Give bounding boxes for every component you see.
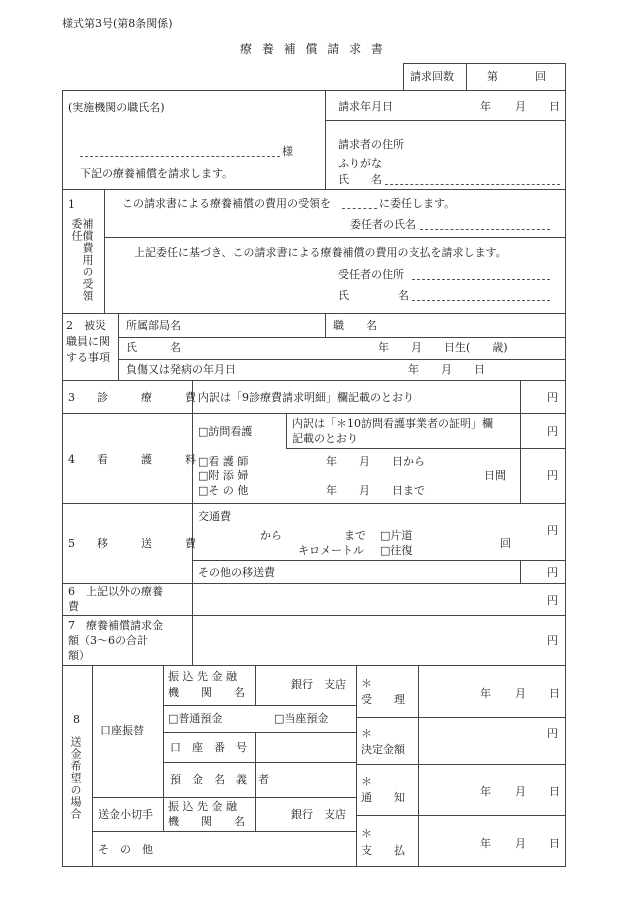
- nursing-to: 年 月 日まで: [326, 484, 425, 497]
- other-method-label: そ の 他: [98, 843, 153, 856]
- sec5-yen-1: 円: [547, 524, 558, 537]
- address-label: 請求者の住所: [338, 138, 404, 151]
- bank-label-1: 振 込 先 金 融: [168, 670, 237, 683]
- sec5-label: 5 移 送 費: [68, 537, 196, 550]
- sec4-yen-1: 円: [547, 425, 558, 438]
- sec1-text-b: に委任します。: [379, 197, 456, 210]
- sec6-yen: 円: [547, 594, 558, 607]
- sec4-label: 4 看 護 料: [68, 453, 196, 466]
- oneway-checkbox[interactable]: □片道: [380, 529, 413, 542]
- notice-tsuki: 月: [515, 785, 526, 798]
- roundtrip-checkbox[interactable]: □往復: [380, 544, 413, 557]
- transport-label: 交通費: [198, 510, 231, 523]
- notice-label: 通 知: [361, 791, 405, 804]
- visit-note-1: 内訳は「＊10訪問看護事業者の証明」欄: [292, 417, 493, 430]
- recipient-name-line[interactable]: [412, 290, 550, 301]
- sec1-label: 補償費用の受領委任: [70, 218, 94, 302]
- sama-label: 様: [282, 145, 293, 158]
- birth-label: 年 月 日生( 歳): [378, 341, 508, 354]
- recipient-address-line[interactable]: [412, 269, 550, 280]
- bank-branch: 銀行 支店: [291, 678, 346, 691]
- money-order-bank-2: 機 関 名: [168, 815, 245, 828]
- account-no-label: 口 座 番 号: [170, 741, 247, 754]
- sec5-yen-2: 円: [547, 566, 558, 579]
- org-label: (実施機関の職氏名): [68, 101, 165, 114]
- sec7-label-1: 7 療養補償請求金: [68, 619, 163, 632]
- name-label: 氏 名: [338, 173, 382, 186]
- sec1-text-a: この請求書による療養補償の費用の受領を: [122, 197, 331, 210]
- hi-label: 日: [549, 100, 560, 113]
- form-number: 様式第3号(第8条関係): [62, 17, 173, 30]
- visit-checkbox[interactable]: □訪問看護: [198, 425, 253, 438]
- sec6-label-2: 費: [68, 600, 79, 613]
- sec3-label: 3 診 療 費: [68, 391, 196, 404]
- sec6-label-1: 6 上記以外の療養: [68, 585, 163, 598]
- attendant-checkbox[interactable]: □附 添 婦: [198, 469, 249, 482]
- amount-yen: 円: [547, 727, 558, 740]
- star-mark: ＊: [361, 827, 372, 840]
- account-transfer-label: 口座振替: [100, 724, 144, 737]
- bank-label-2: 機 関 名: [168, 686, 245, 699]
- money-order-branch: 銀行 支店: [291, 808, 346, 821]
- count-dai: 第: [487, 70, 498, 83]
- injury-date: 年 月 日: [408, 363, 485, 376]
- transport-from: から: [260, 529, 282, 542]
- count-label: 請求回数: [410, 70, 454, 83]
- delegate-name-label: 委任者の氏名: [350, 218, 416, 231]
- payment-hi: 日: [549, 837, 560, 850]
- current-checkbox[interactable]: □当座預金: [274, 712, 329, 725]
- sec8-label: 送金希望の場合: [69, 736, 82, 820]
- ordinary-checkbox[interactable]: □普通預金: [168, 712, 223, 725]
- notice-nen: 年: [480, 785, 491, 798]
- dept-label: 所属部局名: [126, 319, 181, 332]
- payment-tsuki: 月: [515, 837, 526, 850]
- delegate-name-line[interactable]: [420, 219, 550, 230]
- recipient-address-label: 受任者の住所: [338, 268, 404, 281]
- furigana-label: ふりがな: [338, 157, 382, 170]
- sec8-num: 8: [73, 713, 80, 726]
- sec7-yen: 円: [547, 634, 558, 647]
- star-mark: ＊: [361, 727, 372, 740]
- star-mark: ＊: [361, 677, 372, 690]
- star-mark: ＊: [361, 775, 372, 788]
- name-line[interactable]: [385, 174, 560, 185]
- sec1-delegate-line[interactable]: [342, 198, 377, 209]
- victim-name-label: 氏 名: [126, 341, 181, 354]
- payment-label: 支 払: [361, 844, 405, 857]
- other-transport-label: その他の移送費: [198, 566, 275, 579]
- transport-to: まで: [344, 529, 366, 542]
- sec4-yen-2: 円: [547, 469, 558, 482]
- receipt-nen: 年: [480, 687, 491, 700]
- money-order-label: 送金小切手: [98, 808, 153, 821]
- mei-label: 名: [398, 289, 409, 302]
- org-name-line[interactable]: [80, 146, 280, 157]
- shi-label: 氏: [338, 289, 349, 302]
- visit-note-2: 記載のとおり: [292, 432, 358, 445]
- sec1-text2: 上記委任に基づき、この請求書による療養補償の費用の支払を請求します。: [134, 246, 507, 259]
- date-label: 請求年月日: [338, 100, 393, 113]
- nurse-checkbox[interactable]: □看 護 師: [198, 455, 249, 468]
- amount-label: 決定金額: [361, 743, 405, 756]
- payment-nen: 年: [480, 837, 491, 850]
- nursing-days: 日間: [484, 469, 506, 482]
- receipt-hi: 日: [549, 687, 560, 700]
- nen-label: 年: [480, 100, 491, 113]
- sec2-label: 2 被災職員に関する事項: [66, 319, 110, 364]
- sec3-yen: 円: [547, 391, 558, 404]
- injury-label: 負傷又は発病の年月日: [126, 363, 236, 376]
- post-label: 職 名: [333, 319, 377, 332]
- receipt-tsuki: 月: [515, 687, 526, 700]
- sec7-label-3: 額）: [68, 649, 90, 662]
- page-title: 療 養 補 償 請 求 書: [240, 42, 386, 56]
- sec1-num: 1: [68, 198, 75, 211]
- receipt-label: 受 理: [361, 693, 405, 706]
- transport-km: キロメートル: [298, 544, 364, 557]
- money-order-bank-1: 振 込 先 金 融: [168, 800, 237, 813]
- notice-hi: 日: [549, 785, 560, 798]
- transport-times: 回: [500, 537, 511, 550]
- other-checkbox[interactable]: □そ の 他: [198, 484, 249, 497]
- holder-label: 預 金 名 義 者: [170, 773, 269, 786]
- sec7-label-2: 額（3～6の合計: [68, 634, 148, 647]
- sec3-note: 内訳は「9診療費請求明細」欄記載のとおり: [198, 391, 414, 404]
- count-kai: 回: [535, 70, 546, 83]
- request-text: 下記の療養補償を請求します。: [80, 167, 234, 180]
- tsuki-label: 月: [515, 100, 526, 113]
- nursing-from: 年 月 日から: [326, 455, 425, 468]
